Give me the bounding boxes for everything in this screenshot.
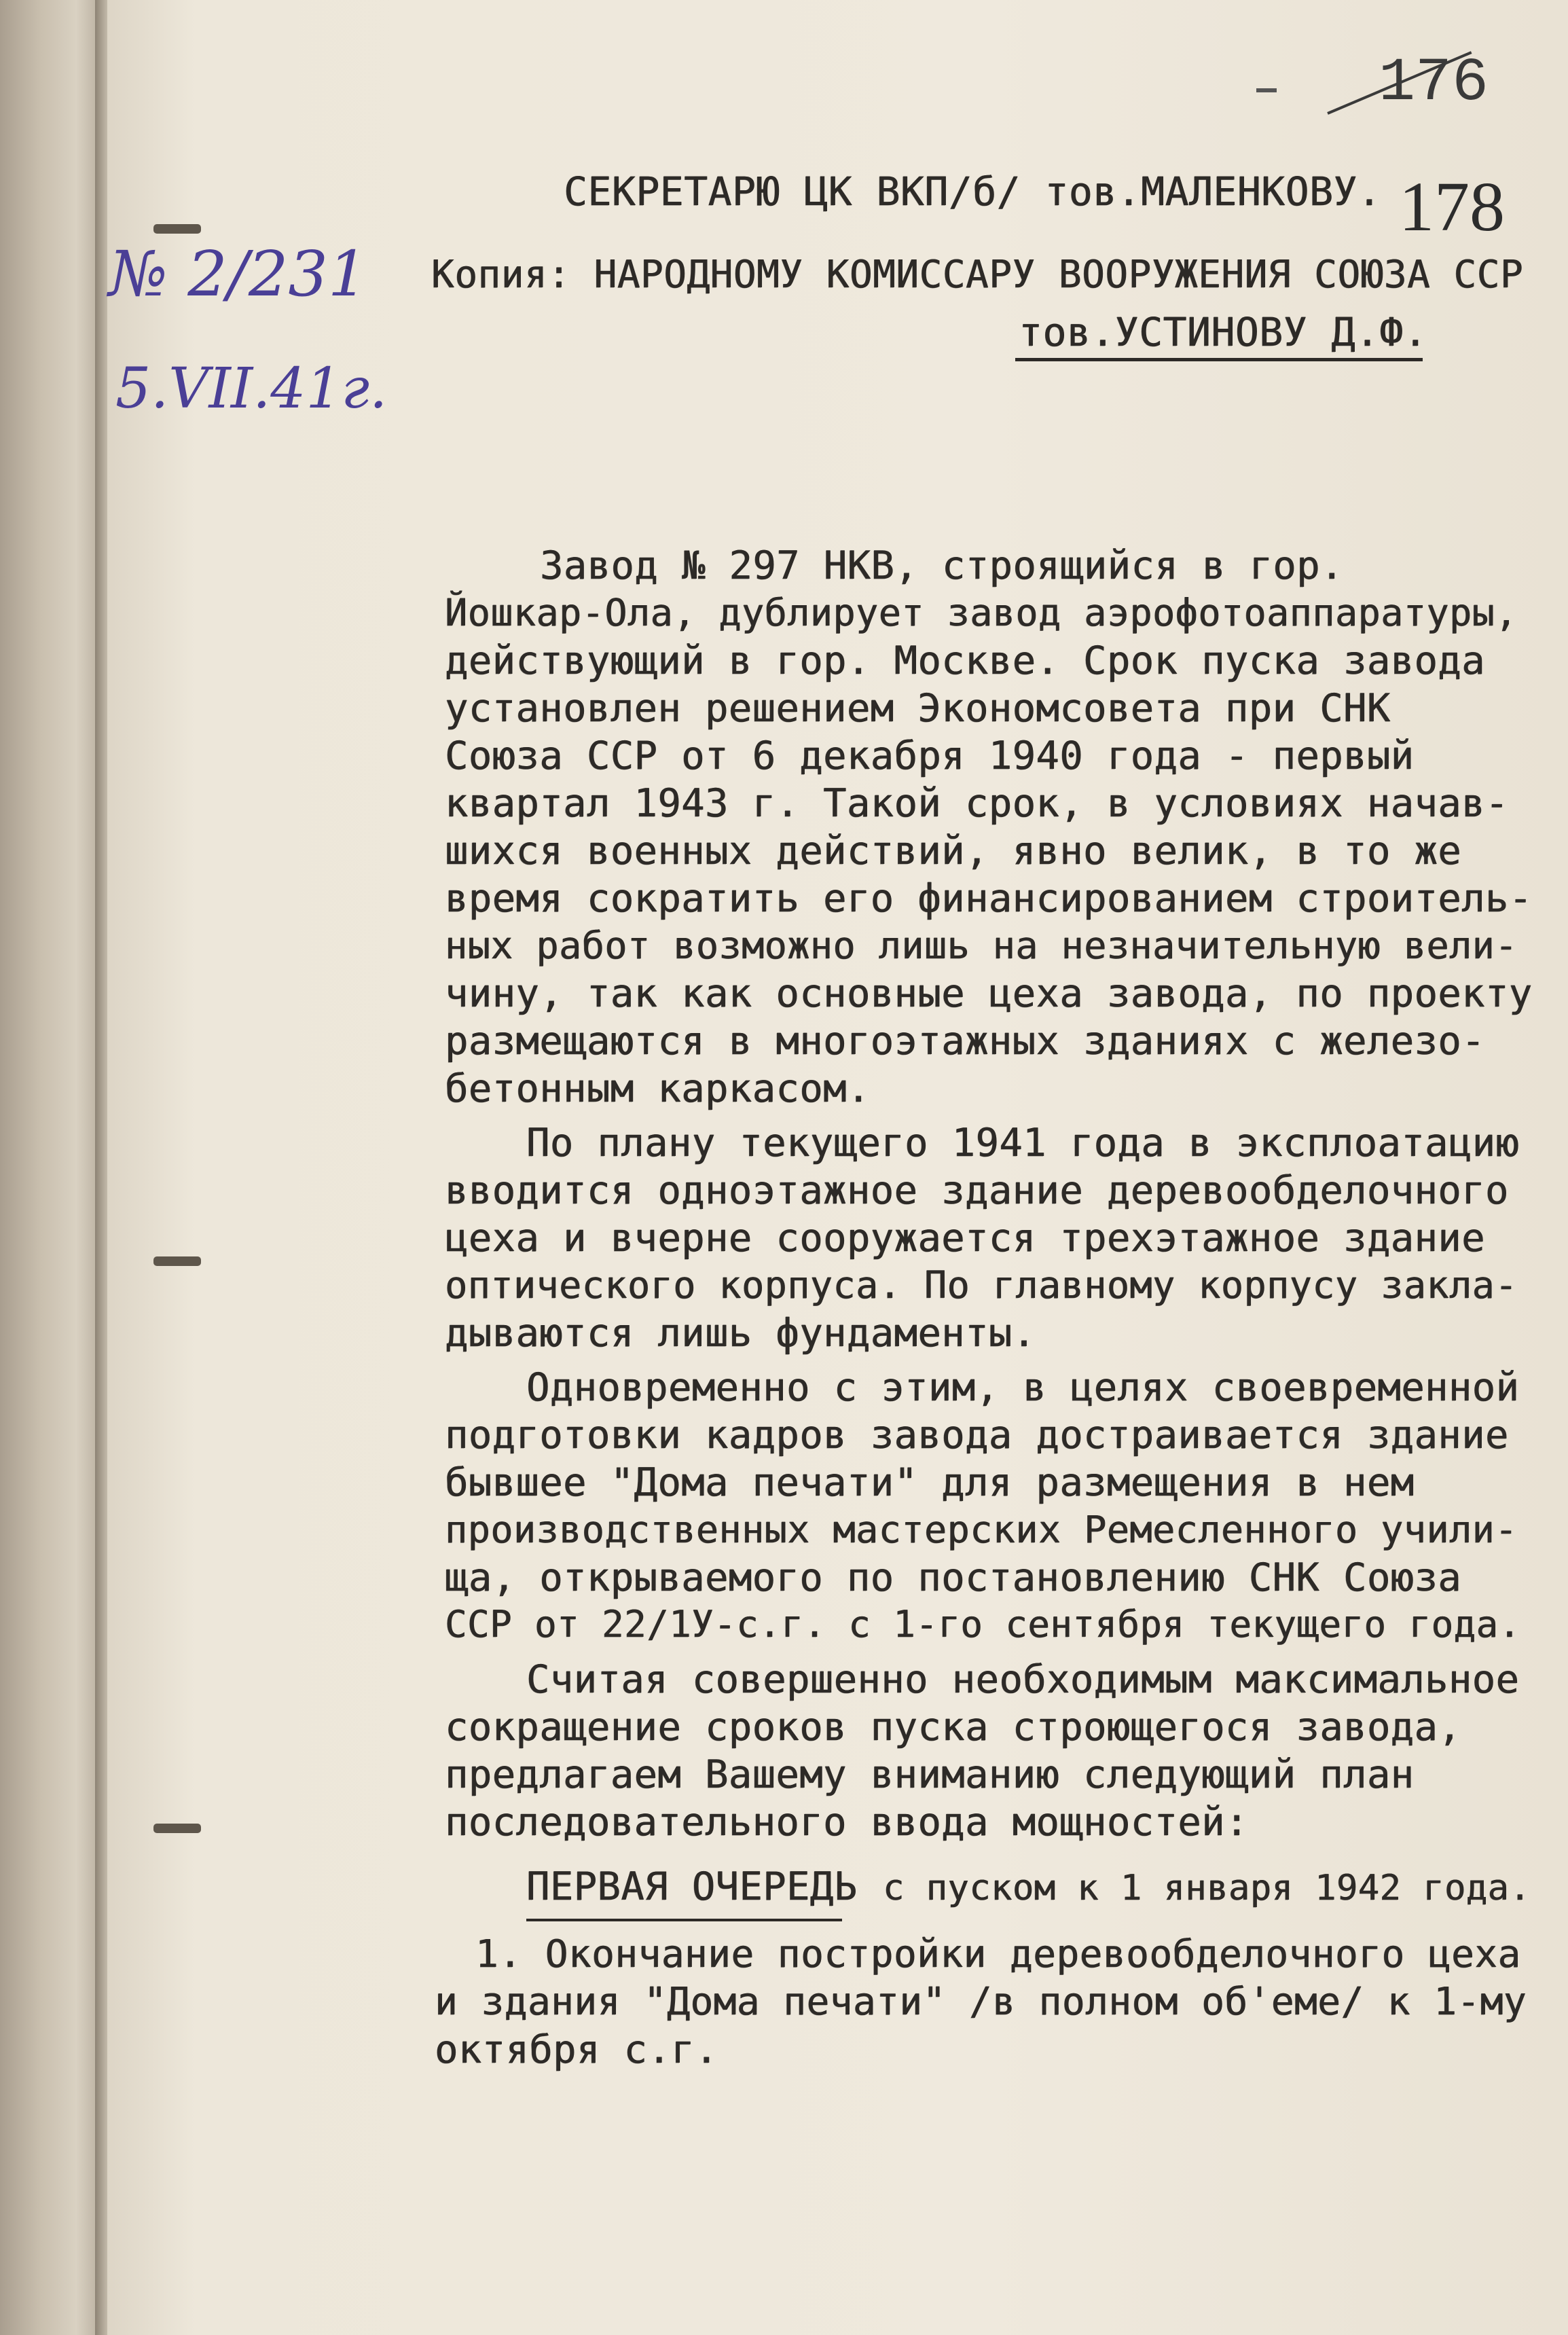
body-line: квартал 1943 г. Такой срок, в условиях начав- bbox=[445, 781, 1509, 826]
list-item-line: 1. Окончание постройки деревообделочного цеха bbox=[475, 1932, 1521, 1976]
section-heading-deadline: с пуском к 1 января 1942 года. bbox=[883, 1868, 1531, 1908]
page-number-dash bbox=[1256, 88, 1277, 92]
body-line: Союза ССР от 6 декабря 1940 года - первый bbox=[445, 734, 1415, 778]
addressee-line: СЕКРЕТАРЮ ЦК ВКП/б/ тов.МАЛЕНКОВУ. bbox=[564, 168, 1382, 215]
body-line: производственных мастерских Ремесленного учили- bbox=[445, 1508, 1518, 1551]
body-line: чину, так как основные цеха завода, по проекту bbox=[445, 971, 1533, 1016]
page-number-struck: 176 bbox=[1379, 49, 1489, 118]
binding-staple-2 bbox=[153, 1256, 201, 1266]
copy-addressee-name: тов.УСТИНОВУ Д.Ф. bbox=[1019, 309, 1428, 355]
body-line: бетонным каркасом. bbox=[445, 1066, 871, 1111]
handwritten-registration-date: 5.VII.41г. bbox=[115, 357, 388, 421]
binding-staple-1 bbox=[153, 224, 201, 234]
body-line: ССР от 22/1У-с.г. с 1-го сентября текущего года. bbox=[445, 1603, 1521, 1646]
body-line: подготовки кадров завода достраивается здание bbox=[445, 1413, 1509, 1458]
body-line: дываются лишь фундаменты. bbox=[445, 1311, 1036, 1356]
body-line: вводится одноэтажное здание деревообделочного bbox=[445, 1168, 1509, 1213]
body-line: ща, открываемого по постановлению СНК Союза bbox=[445, 1555, 1462, 1600]
binding-edge bbox=[0, 0, 102, 2335]
body-line: Одновременно с этим, в целях своевременной bbox=[526, 1365, 1520, 1410]
body-line: Считая совершенно необходимым максимальное bbox=[526, 1657, 1520, 1702]
body-line: бывшее "Дома печати" для размещения в нем bbox=[445, 1460, 1415, 1505]
body-line: установлен решением Экономсовета при СНК bbox=[445, 686, 1391, 731]
body-line: ных работ возможно лишь на незначительную вели- bbox=[445, 924, 1518, 967]
body-line: последовательного ввода мощностей: bbox=[445, 1800, 1249, 1845]
section-heading-underline bbox=[526, 1919, 842, 1921]
body-line: По плану текущего 1941 года в эксплоатацию bbox=[526, 1121, 1520, 1165]
body-line: шихся военных действий, явно велик, в то же bbox=[445, 829, 1462, 873]
body-line: Завод № 297 НКВ, строящийся в гор. bbox=[540, 543, 1344, 588]
list-item-line: октября с.г. bbox=[435, 2027, 718, 2072]
copy-addressee-line: Копия: НАРОДНОМУ КОМИССАРУ ВООРУЖЕНИЯ СОЮЗА ССР bbox=[431, 253, 1524, 297]
body-line: время сократить его финансированием строитель- bbox=[445, 876, 1533, 921]
binding-staple-3 bbox=[153, 1824, 201, 1833]
handwritten-registration-number: № 2/231 bbox=[109, 238, 368, 310]
body-line: размещаются в многоэтажных зданиях с железо- bbox=[445, 1019, 1485, 1064]
body-line: сокращение сроков пуска строющегося завода, bbox=[445, 1705, 1462, 1750]
section-heading-first-stage: ПЕРВАЯ ОЧЕРЕДЬ bbox=[526, 1864, 858, 1909]
addressee-underline bbox=[1015, 358, 1423, 361]
body-line: предлагаем Вашему вниманию следующий план bbox=[445, 1752, 1415, 1797]
page-number: 178 bbox=[1399, 168, 1505, 246]
body-line: цеха и вчерне сооружается трехэтажное здание bbox=[445, 1216, 1485, 1261]
list-item-line: и здания "Дома печати" /в полном об'еме/ к 1-му bbox=[435, 1980, 1527, 2024]
body-line: оптического корпуса. По главному корпусу закла- bbox=[445, 1263, 1518, 1307]
body-line: действующий в гор. Москве. Срок пуска завода bbox=[445, 638, 1485, 683]
body-line: Йошкар-Ола, дублирует завод аэрофотоаппаратуры, bbox=[445, 591, 1518, 634]
